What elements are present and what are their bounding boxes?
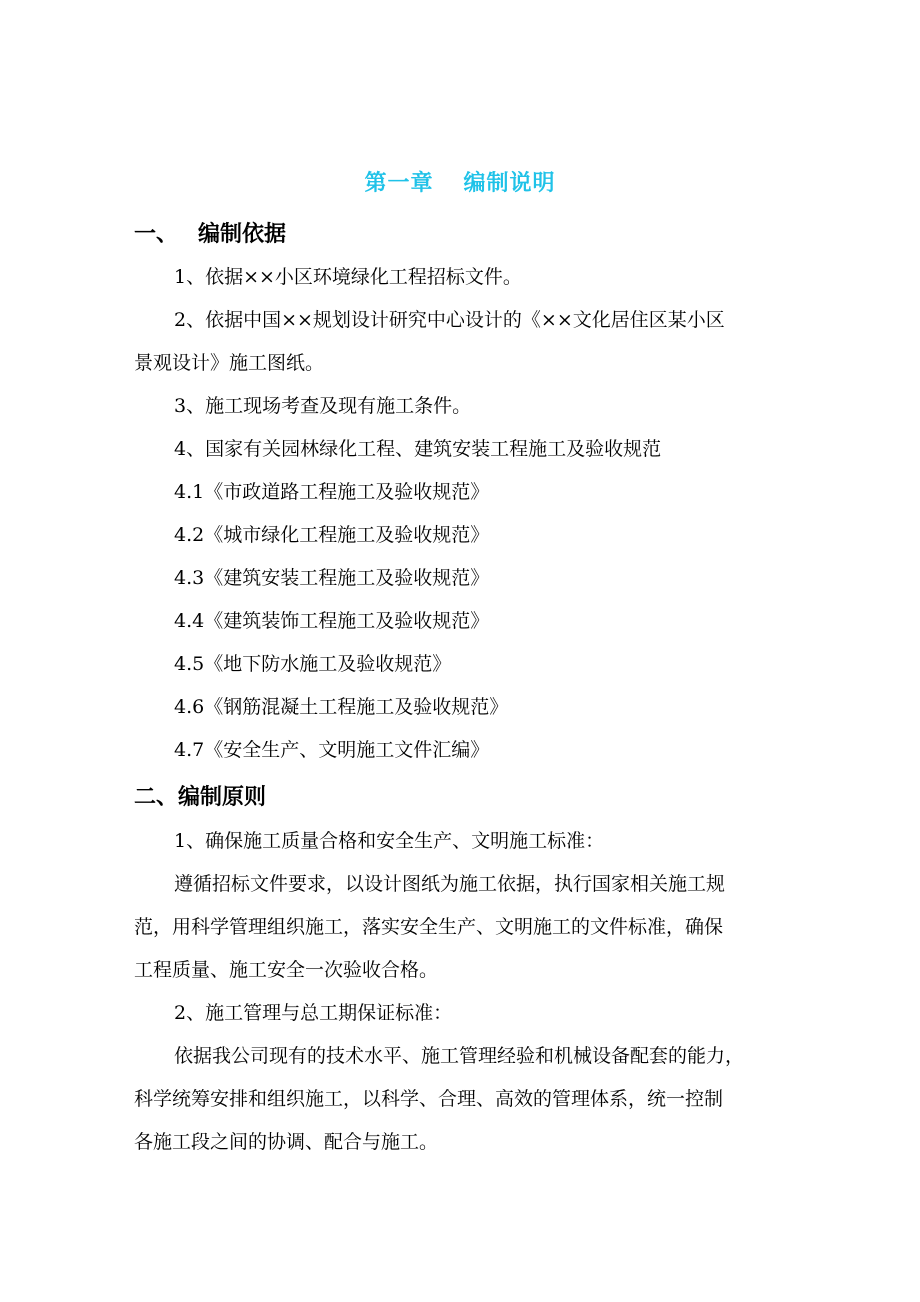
principle-2-line1: 依据我公司现有的技术水平、施工管理经验和机械设备配套的能力，: [174, 1045, 745, 1067]
section-title: 编制依据: [198, 222, 287, 247]
spec-item: 4.7《安全生产、文明施工文件汇编》: [174, 739, 490, 761]
chapter-label: 第一章: [364, 171, 434, 196]
spec-item: 4.3《建筑安装工程施工及验收规范》: [174, 567, 490, 589]
section-heading-2: 二、编制原则: [134, 785, 267, 810]
principle-2-heading: 2、施工管理与总工期保证标准：: [174, 1002, 453, 1024]
principle-1-line1: 遵循招标文件要求，以设计图纸为施工依据，执行国家相关施工规: [174, 873, 726, 895]
principle-1-heading: 1、确保施工质量合格和安全生产、文明施工标准：: [174, 830, 605, 852]
basis-item-1: 1、依据××小区环境绿化工程招标文件。: [174, 266, 522, 288]
spec-item: 4.2《城市绿化工程施工及验收规范》: [174, 524, 490, 546]
section2-body: [134, 820, 814, 1164]
section1-body: [134, 256, 814, 772]
basis-item-2-line2: 景观设计》施工图纸。: [134, 352, 325, 374]
spec-item: 4.5《地下防水施工及验收规范》: [174, 653, 452, 675]
basis-item-2-line1: 2、依据中国××规划设计研究中心设计的《××文化居住区某小区: [174, 309, 725, 331]
chapter-title: [0, 168, 920, 200]
principle-2-line3: 各施工段之间的协调、配合与施工。: [134, 1131, 439, 1153]
principle-2-line2: 科学统筹安排和组织施工，以科学、合理、高效的管理体系，统一控制: [134, 1088, 724, 1110]
principle-1-line3: 工程质量、施工安全一次验收合格。: [134, 959, 439, 981]
spec-item: 4.6《钢筋混凝土工程施工及验收规范》: [174, 696, 509, 718]
spec-item: 4.4《建筑装饰工程施工及验收规范》: [174, 610, 490, 632]
spec-item: 4.1《市政道路工程施工及验收规范》: [174, 481, 490, 503]
chapter-name: 编制说明: [463, 171, 556, 196]
principle-1-line2: 范，用科学管理组织施工，落实安全生产、文明施工的文件标准，确保: [134, 916, 724, 938]
section-number: 一、: [134, 222, 179, 247]
basis-item-3: 3、施工现场考查及现有施工条件。: [174, 395, 472, 417]
section-heading-1: [134, 219, 286, 251]
basis-item-4: 4、国家有关园林绿化工程、建筑安装工程施工及验收规范: [174, 438, 662, 460]
